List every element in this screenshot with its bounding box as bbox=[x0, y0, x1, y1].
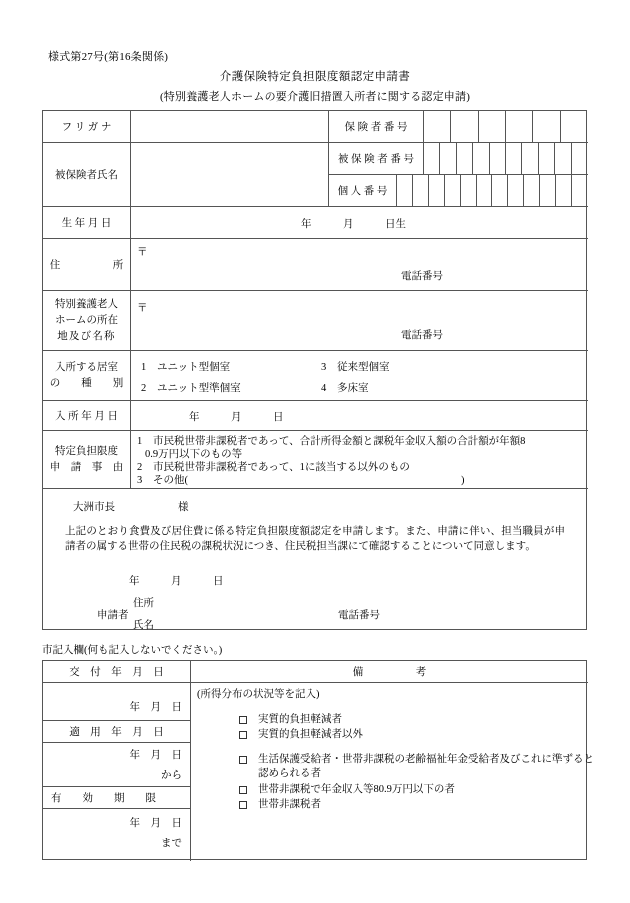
insured-number-digit[interactable] bbox=[424, 143, 440, 174]
address-tel-label: 電話番号 bbox=[401, 271, 443, 282]
reason-option-2-line1: 市民税世帯非課税者であって、1に該当する以外のもの bbox=[153, 462, 410, 473]
room-option-1[interactable] bbox=[141, 359, 230, 374]
furigana-input-cell[interactable] bbox=[131, 111, 329, 143]
admission-date-value-cell[interactable] bbox=[131, 401, 588, 431]
remarks-checkbox-4-label: 世帯非課税で年金収入等80.9万円以下の者 bbox=[258, 784, 455, 795]
city-entry-table bbox=[42, 660, 594, 860]
checkbox-icon[interactable] bbox=[239, 801, 247, 809]
insurer-number-digit[interactable] bbox=[561, 111, 588, 142]
valid-period-until-label: まで bbox=[161, 838, 182, 849]
reason-option-2-number: 2 bbox=[137, 462, 143, 473]
insurer-number-digit[interactable] bbox=[424, 111, 451, 142]
insurer-number-grid-cell bbox=[424, 111, 588, 143]
remarks-checkbox-4[interactable] bbox=[239, 783, 455, 797]
insured-number-digit[interactable] bbox=[506, 143, 522, 174]
apply-date-placeholder: 年 月 日 bbox=[129, 750, 182, 761]
reason-option-3-close: ) bbox=[461, 475, 465, 486]
personal-number-digit[interactable] bbox=[524, 175, 540, 206]
insured-name-input-cell[interactable] bbox=[131, 143, 329, 207]
insured-number-digit[interactable] bbox=[522, 143, 538, 174]
application-date-placeholder: 年 月 日 bbox=[129, 576, 224, 587]
birthdate-value-cell[interactable] bbox=[131, 207, 588, 239]
remarks-header-cell: 備 考 bbox=[191, 661, 588, 683]
room-type-options-cell bbox=[131, 351, 588, 401]
valid-period-input-cell[interactable] bbox=[43, 809, 191, 861]
facility-label-line1: 特別養護老人 bbox=[55, 298, 118, 310]
reason-options-cell bbox=[131, 431, 588, 489]
insured-number-digit[interactable] bbox=[555, 143, 571, 174]
insured-number-label-cell: 被 保 険 者 番 号 bbox=[329, 143, 424, 175]
apply-date-input-cell[interactable] bbox=[43, 743, 191, 787]
personal-number-digit[interactable] bbox=[429, 175, 445, 206]
insured-number-digit[interactable] bbox=[473, 143, 489, 174]
remarks-checkbox-3-label: 生活保護受給者・世帯非課税の老齢福祉年金受給者及びこれに準ずると認められる者 bbox=[258, 754, 594, 779]
personal-number-digit[interactable] bbox=[397, 175, 413, 206]
main-table bbox=[42, 110, 587, 630]
reason-option-2[interactable] bbox=[137, 461, 410, 475]
facility-value-cell[interactable] bbox=[131, 291, 588, 351]
room-type-label-cell bbox=[43, 351, 131, 401]
personal-number-digit[interactable] bbox=[445, 175, 461, 206]
checkbox-icon[interactable] bbox=[239, 731, 247, 739]
reason-option-1-cont bbox=[145, 448, 242, 462]
reason-label-line2: 申 請 事 由 bbox=[49, 461, 124, 473]
mayor-addressee: 大洲市長 様 bbox=[73, 502, 189, 513]
reason-option-3-line1: その他( bbox=[153, 475, 188, 486]
city-entry-note: 市記入欄(何も記入しないでください。) bbox=[42, 645, 223, 656]
insured-number-digit[interactable] bbox=[539, 143, 555, 174]
reason-label-line1: 特定負担限度 bbox=[55, 445, 118, 457]
remarks-checkbox-2[interactable] bbox=[239, 728, 363, 742]
address-value-cell[interactable] bbox=[131, 239, 588, 291]
remarks-body-cell bbox=[191, 683, 594, 861]
facility-label-line3: 地及び名称 bbox=[57, 330, 116, 342]
room-option-1-label: ユニット型個室 bbox=[157, 362, 231, 373]
room-option-3-label: 従来型個室 bbox=[337, 362, 390, 373]
room-type-label-line1: 入所する居室 bbox=[55, 361, 118, 373]
facility-tel-label: 電話番号 bbox=[401, 330, 443, 341]
applicant-address-label: 住所 bbox=[133, 598, 154, 609]
insurer-number-grid[interactable] bbox=[424, 111, 588, 142]
issue-date-input-cell[interactable] bbox=[43, 683, 191, 721]
insured-number-digit[interactable] bbox=[490, 143, 506, 174]
form-title: 介護保険特定負担限度額認定申請書 bbox=[219, 71, 411, 83]
reason-option-1-number: 1 bbox=[137, 436, 143, 447]
apply-date-header-cell: 適 用 年 月 日 bbox=[43, 721, 191, 743]
personal-number-digit[interactable] bbox=[477, 175, 493, 206]
room-option-3[interactable] bbox=[321, 359, 390, 374]
personal-number-grid-cell bbox=[397, 175, 588, 207]
room-option-2-label: ユニット型準個室 bbox=[157, 383, 241, 394]
checkbox-icon[interactable] bbox=[239, 786, 247, 794]
remarks-checkbox-1-label: 実質的負担軽減者 bbox=[258, 714, 342, 725]
insurer-number-label-cell: 保 険 者 番 号 bbox=[329, 111, 424, 143]
personal-number-digit[interactable] bbox=[413, 175, 429, 206]
checkbox-icon[interactable] bbox=[239, 716, 247, 724]
address-label-cell: 住 所 bbox=[43, 239, 131, 291]
issue-date-placeholder: 年 月 日 bbox=[129, 702, 182, 713]
room-option-2-number: 2 bbox=[141, 383, 147, 394]
valid-period-header-cell: 有 効 期 限 bbox=[43, 787, 191, 809]
reason-option-3[interactable] bbox=[137, 474, 188, 488]
room-option-4[interactable] bbox=[321, 380, 369, 395]
insurer-number-digit[interactable] bbox=[506, 111, 533, 142]
remarks-checkbox-3[interactable] bbox=[239, 753, 598, 781]
valid-period-placeholder: 年 月 日 bbox=[129, 818, 182, 829]
applicant-tel-label: 電話番号 bbox=[338, 610, 380, 621]
insured-number-grid[interactable] bbox=[424, 143, 588, 174]
apply-date-from-label: から bbox=[161, 770, 182, 781]
admission-date-placeholder: 年 月 日 bbox=[189, 412, 284, 423]
issue-date-header-cell: 交 付 年 月 日 bbox=[43, 661, 191, 683]
room-option-3-number: 3 bbox=[321, 362, 327, 373]
personal-number-digit[interactable] bbox=[556, 175, 572, 206]
personal-number-digit[interactable] bbox=[508, 175, 524, 206]
remarks-checkbox-5-label: 世帯非課税者 bbox=[258, 799, 321, 810]
reason-option-3-number: 3 bbox=[137, 475, 143, 486]
remarks-checkbox-1[interactable] bbox=[239, 713, 342, 727]
reason-label-cell bbox=[43, 431, 131, 489]
birthdate-label-cell: 生 年 月 日 bbox=[43, 207, 131, 239]
facility-label-line2: ホームの所在 bbox=[55, 314, 118, 326]
reason-option-1[interactable] bbox=[137, 435, 525, 449]
address-postal-mark: 〒 bbox=[137, 247, 148, 258]
admission-date-label-cell: 入 所 年 月 日 bbox=[43, 401, 131, 431]
form-subtitle: (特別養護老人ホームの要介護旧措置入所者に関する認定申請) bbox=[159, 91, 471, 103]
reason-option-1-line1: 市民税世帯非課税者であって、合計所得金額と課税年金収入額の合計額が年額8 bbox=[153, 436, 526, 447]
insured-number-grid-cell bbox=[424, 143, 588, 175]
personal-number-digit[interactable] bbox=[461, 175, 477, 206]
insured-number-digit[interactable] bbox=[572, 143, 588, 174]
personal-number-digit[interactable] bbox=[492, 175, 508, 206]
remarks-checkbox-2-label: 実質的負担軽減者以外 bbox=[258, 729, 363, 740]
furigana-label-cell: フ リ ガ ナ bbox=[43, 111, 131, 143]
room-option-4-label: 多床室 bbox=[337, 383, 369, 394]
personal-number-label-cell: 個 人 番 号 bbox=[329, 175, 397, 207]
room-option-2[interactable] bbox=[141, 380, 241, 395]
form-number: 様式第27号(第16条関係) bbox=[48, 51, 169, 63]
personal-number-digit[interactable] bbox=[540, 175, 556, 206]
room-type-label-line2: の 種 別 bbox=[49, 377, 124, 389]
insured-number-digit[interactable] bbox=[457, 143, 473, 174]
declaration-cell bbox=[43, 489, 588, 630]
checkbox-icon[interactable] bbox=[239, 756, 247, 764]
personal-number-grid[interactable] bbox=[397, 175, 588, 206]
insured-name-label-cell: 被保険者氏名 bbox=[43, 143, 131, 207]
remarks-note: (所得分布の状況等を記入) bbox=[197, 689, 320, 700]
birthdate-placeholder: 年 月 日生 bbox=[301, 219, 406, 230]
facility-label-cell bbox=[43, 291, 131, 351]
reason-option-3-paren-close bbox=[461, 474, 465, 488]
personal-number-digit[interactable] bbox=[572, 175, 588, 206]
insurer-number-digit[interactable] bbox=[533, 111, 560, 142]
insured-number-digit[interactable] bbox=[440, 143, 456, 174]
facility-postal-mark: 〒 bbox=[137, 303, 148, 314]
room-option-1-number: 1 bbox=[141, 362, 147, 373]
declaration-text: 上記のとおり食費及び居住費に係る特定負担限度額認定を申請します。また、申請に伴い、担当職員が申請者の属する世帯の住民税の課税状況につき、住民税担当課にて確認することについて同意します。 bbox=[65, 526, 565, 552]
insurer-number-digit[interactable] bbox=[451, 111, 478, 142]
applicant-name-label: 氏名 bbox=[133, 620, 154, 631]
remarks-checkbox-5[interactable] bbox=[239, 798, 321, 812]
room-option-4-number: 4 bbox=[321, 383, 327, 394]
insurer-number-digit[interactable] bbox=[479, 111, 506, 142]
reason-option-1-line2: 0.9万円以下のもの等 bbox=[145, 449, 243, 460]
applicant-label: 申請者 bbox=[97, 610, 129, 621]
